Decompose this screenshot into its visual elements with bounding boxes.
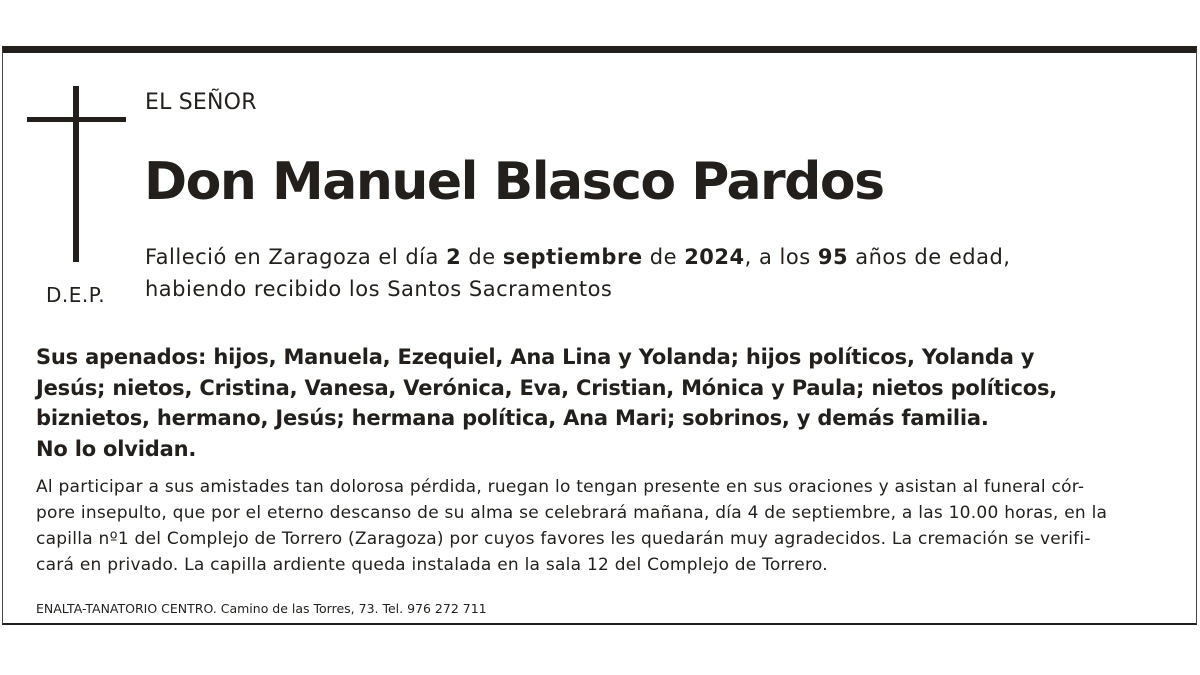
mourners-line: biznietos, hermano, Jesús; hermana política, Ana Mari; sobrinos, y demás familia. bbox=[36, 406, 989, 430]
mourners-line: Jesús; nietos, Cristina, Vanesa, Verónica, Eva, Cristian, Mónica y Paula; nietos políticos, bbox=[36, 375, 1058, 400]
death-statement bbox=[145, 241, 1145, 305]
mourners-line: No lo olvidan. bbox=[36, 436, 197, 461]
details-line: pore insepulto, que por el eterno descanso de su alma se celebrará mañana, día 4 de septiembre, a las 10.00 horas, en la bbox=[36, 503, 1108, 523]
funeral-details-paragraph bbox=[36, 474, 1176, 578]
death-month: septiembre bbox=[502, 245, 643, 269]
details-line: capilla nº1 del Complejo de Torrero (Zaragoza) por cuyos favores les quedarán muy agradecidos. La cremación se verifi- bbox=[36, 529, 1091, 549]
cross-icon-bar bbox=[27, 117, 126, 122]
mourners-paragraph bbox=[36, 342, 1176, 464]
death-age: 95 bbox=[817, 245, 849, 269]
death-year: 2024 bbox=[684, 245, 745, 269]
deceased-name: Don Manuel Blasco Pardos bbox=[144, 152, 884, 212]
mourners-line: Sus apenados: hijos, Manuela, Ezequiel, Ana Lina y Yolanda; hijos políticos, Yolanda y bbox=[36, 345, 1035, 369]
death-day: 2 bbox=[446, 245, 462, 269]
dep-label: D.E.P. bbox=[46, 283, 106, 307]
death-line-2: habiendo recibido los Santos Sacramentos bbox=[145, 277, 613, 301]
funeral-home-footer: ENALTA-TANATORIO CENTRO. Camino de las Torres, 73. Tel. 976 272 711 bbox=[36, 601, 487, 616]
details-line: Al participar a sus amistades tan dolorosa pérdida, ruegan lo tengan presente en sus oraciones y asistan al funeral cór- bbox=[36, 477, 1085, 497]
cross-icon bbox=[73, 86, 79, 262]
title-prefix: EL SEÑOR bbox=[145, 90, 257, 115]
death-line-1: Falleció en Zaragoza el día 2 de septiembre de 2024, a los 95 años de edad, bbox=[145, 245, 1011, 269]
details-line: cará en privado. La capilla ardiente queda instalada en la sala 12 del Complejo de Torrero. bbox=[36, 555, 828, 575]
